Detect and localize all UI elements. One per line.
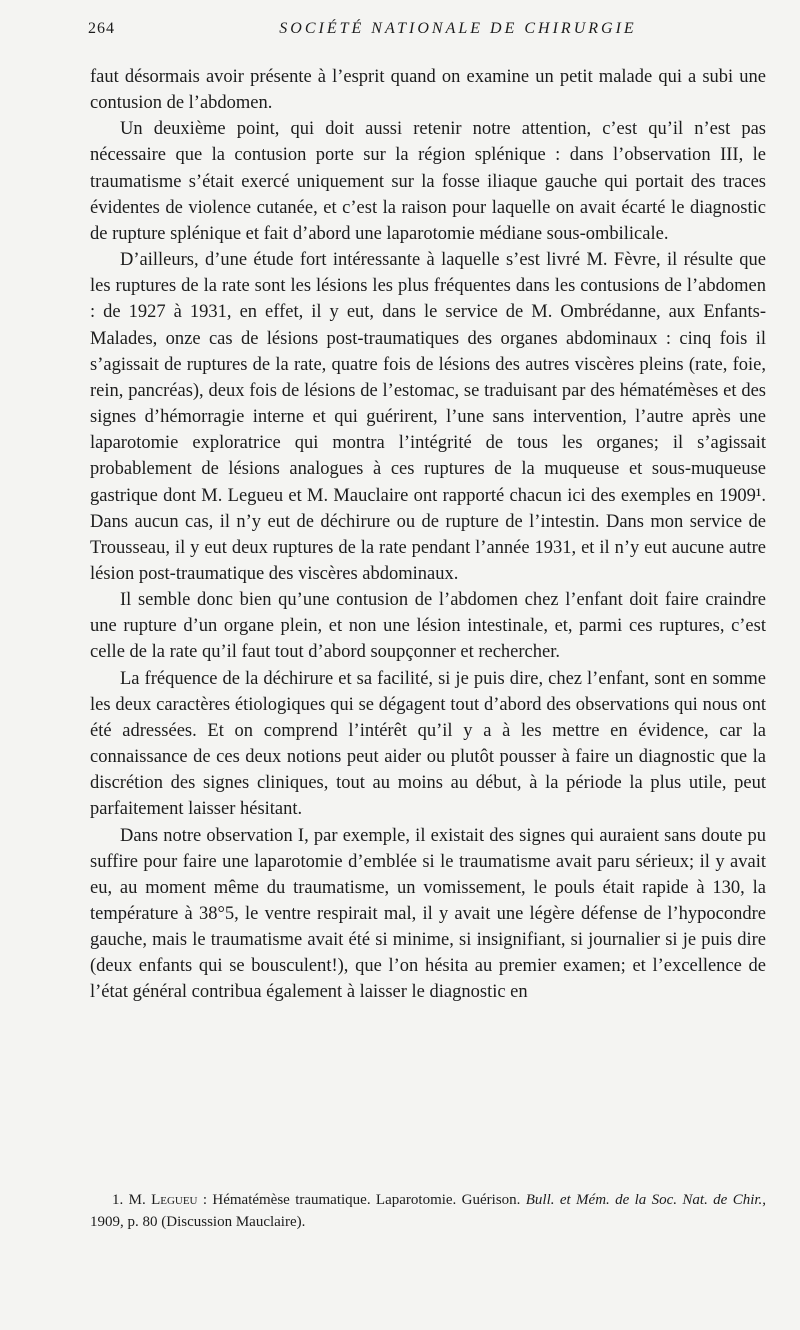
running-title: SOCIÉTÉ NATIONALE DE CHIRURGIE	[279, 20, 637, 37]
paragraph: D’ailleurs, d’une étude fort intéressante à laquelle s’est livré M. Fèvre, il résulte que les ruptures de la rate sont les lésions les plus fréquentes dans les contusions de l’abdomen : de 1927 à 1931, en effet, il y eut, dans le service de M. Ombrédanne, aux Enfants-Malades, onze cas de lésions post-traumatiques des organes abdominaux : cinq fois il s’agissait de ruptures de la rate, quatre fois de lésions des autres viscères pleins (rate, foie, rein, pancréas), deux fois de lésions de l’estomac, se traduisant par des hématémèses et des signes d’hémorragie interne et qui guérirent, l’une sans intervention, l’autre après une laparotomie exploratrice qui montra l’intégrité de tous les organes; il s’agissait probablement de lésions analogues à ces ruptures de la muqueuse et sous-muqueuse gastrique dont M. Legueu et M. Mauclaire ont rapporté chacun ici des exemples en 1909¹. Dans aucun cas, il n’y eut de déchirure ou de rupture de l’intestin. Dans mon service de Trousseau, il y eut deux ruptures de la rate pendant l’année 1931, et il n’y eut aucune autre lésion post-traumatique des viscères abdominaux.	[90, 250, 766, 584]
page-number: 264	[88, 20, 115, 37]
footnote-text: : Hématémèse traumatique. Laparotomie. Guérison.	[202, 1192, 521, 1208]
paragraph: Dans notre observation I, par exemple, il existait des signes qui auraient sans doute pu suffire pour faire une laparotomie d’emblée si le traumatisme avait paru sérieux; il y avait eu, au moment même du traumatisme, un vomissement, le pouls était rapide à 130, la température à 38°5, le ventre respirait mal, il y avait une légère défense de l’hypocondre gauche, mais le traumatisme avait été si minime, si insignifiant, si journalier si je puis dire (deux enfants qui se bousculent!), que l’on hésita au premier examen; et l’excellence de l’état général contribua également à laisser le diagnostic en	[90, 825, 766, 1003]
paragraph: Il semble donc bien qu’une contusion de l’abdomen chez l’enfant doit faire craindre une rupture d’un organe plein, et non une lésion intestinale, et, parmi ces ruptures, c’est celle de la rate qu’il faut tout d’abord soupçonner et rechercher.	[90, 590, 766, 663]
footnote-author: Legueu	[151, 1192, 198, 1208]
footnote-journal: Bull. et Mém. de la Soc. Nat. de Chir.	[525, 1192, 763, 1208]
footnote-marker: 1. M.	[112, 1192, 146, 1208]
footnotes	[90, 1189, 766, 1233]
footnote	[90, 1189, 766, 1233]
paragraph: faut désormais avoir présente à l’esprit quand on examine un petit malade qui a subi une contusion de l’abdomen.	[90, 67, 766, 114]
running-header	[88, 20, 758, 44]
paragraph: Un deuxième point, qui doit aussi retenir notre attention, c’est qu’il n’est pas nécessaire que la contusion porte sur la région splénique : dans l’observation III, le traumatisme s’était exercé uniquement sur la fosse iliaque gauche qui portait des traces évidentes de violence cutanée, et c’est la raison pour laquelle on avait écarté le diagnostic de rupture splénique et fait d’abord une laparotomie médiane sous-ombilicale.	[90, 119, 766, 244]
footnote-ref: , 1909, p. 80 (Discussion Mauclaire).	[90, 1192, 767, 1230]
paragraph: La fréquence de la déchirure et sa facilité, si je puis dire, chez l’enfant, sont en somme les deux caractères étiologiques qui se dégagent tout d’abord des observations qui nous ont été adressées. Et on comprend l’intérêt qu’il y a à les mettre en évidence, car la connaissance de ces deux notions peut aider ou plutôt pousser à faire un diagnostic que la discrétion des signes cliniques, tout au moins au début, à la période la plus utile, peut parfaitement laisser hésitant.	[90, 668, 766, 820]
body-text	[90, 64, 766, 1006]
